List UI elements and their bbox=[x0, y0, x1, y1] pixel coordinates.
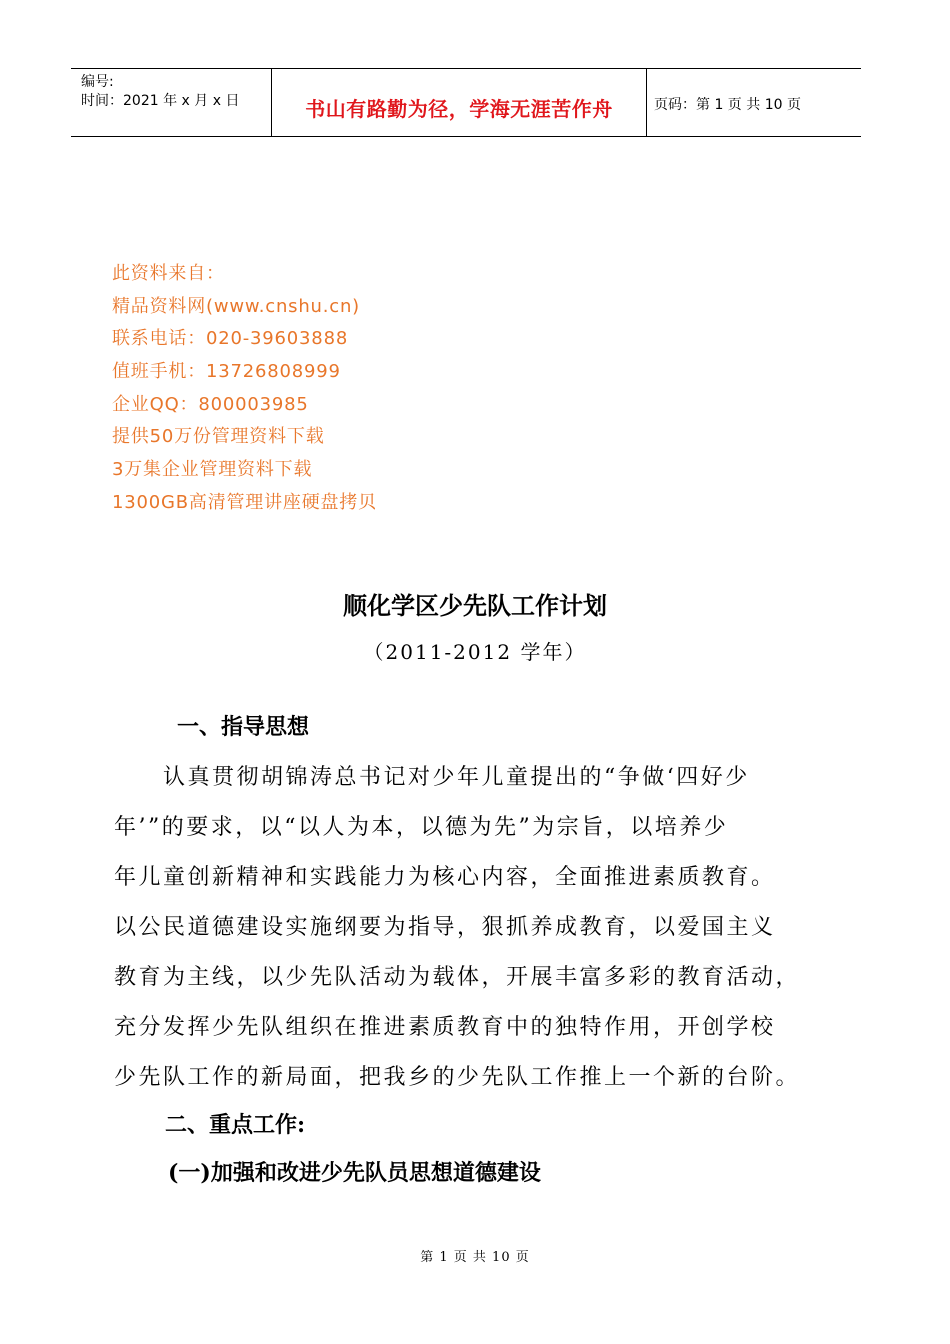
number-label: 编号: bbox=[81, 74, 114, 90]
header-motto-cell bbox=[271, 69, 647, 136]
page-footer: 第 1 页 共 10 页 bbox=[420, 1250, 530, 1265]
motto-text: 书山有路勤为径，学海无涯苦作舟 bbox=[305, 97, 613, 121]
paragraph-line: 年’”的要求，以“以人为本，以德为先”为宗旨，以培养少 bbox=[114, 815, 729, 840]
document-title: 顺化学区少先队工作计划 bbox=[343, 591, 607, 620]
section-heading-key-work: 二、重点工作: bbox=[165, 1112, 306, 1138]
source-line: 提供50万份管理资料下载 bbox=[112, 426, 325, 448]
paragraph-line: 少先队工作的新局面，把我乡的少先队工作推上一个新的台阶。 bbox=[114, 1065, 801, 1090]
source-line: 值班手机：13726808999 bbox=[112, 361, 341, 383]
paragraph-line: 年儿童创新精神和实践能力为核心内容，全面推进素质教育。 bbox=[114, 865, 776, 890]
header-page-cell bbox=[646, 69, 861, 136]
source-line: 企业QQ：800003985 bbox=[112, 393, 309, 415]
paragraph-line: 充分发挥少先队组织在推进素质教育中的独特作用，开创学校 bbox=[114, 1015, 776, 1040]
document-subtitle: （2011-2012 学年） bbox=[363, 640, 587, 664]
header-meta-cell bbox=[71, 69, 271, 136]
source-line: 3万集企业管理资料下载 bbox=[112, 459, 313, 481]
source-line: 1300GB高清管理讲座硬盘拷贝 bbox=[112, 491, 377, 513]
time-label: 时间：2021 年 x 月 x 日 bbox=[81, 93, 240, 109]
source-line: 精品资料网(www.cnshu.cn) bbox=[112, 295, 361, 317]
source-line: 联系电话：020-39603888 bbox=[112, 328, 349, 350]
subsection-heading: (一)加强和改进少先队员思想道德建设 bbox=[168, 1160, 541, 1186]
page-label: 页码：第 1 页 共 10 页 bbox=[654, 97, 801, 113]
paragraph-line: 以公民道德建设实施纲要为指导，狠抓养成教育，以爱国主义 bbox=[114, 915, 776, 940]
source-info-block bbox=[112, 258, 377, 520]
paragraph-line: 教育为主线，以少先队活动为载体，开展丰富多彩的教育活动， bbox=[114, 965, 801, 990]
document-header bbox=[71, 68, 861, 137]
source-line: 此资料来自： bbox=[112, 263, 225, 284]
section-heading-guiding-ideology: 一、指导思想 bbox=[177, 714, 310, 740]
paragraph-line: 认真贯彻胡锦涛总书记对少年儿童提出的“争做‘四好少 bbox=[114, 765, 750, 790]
